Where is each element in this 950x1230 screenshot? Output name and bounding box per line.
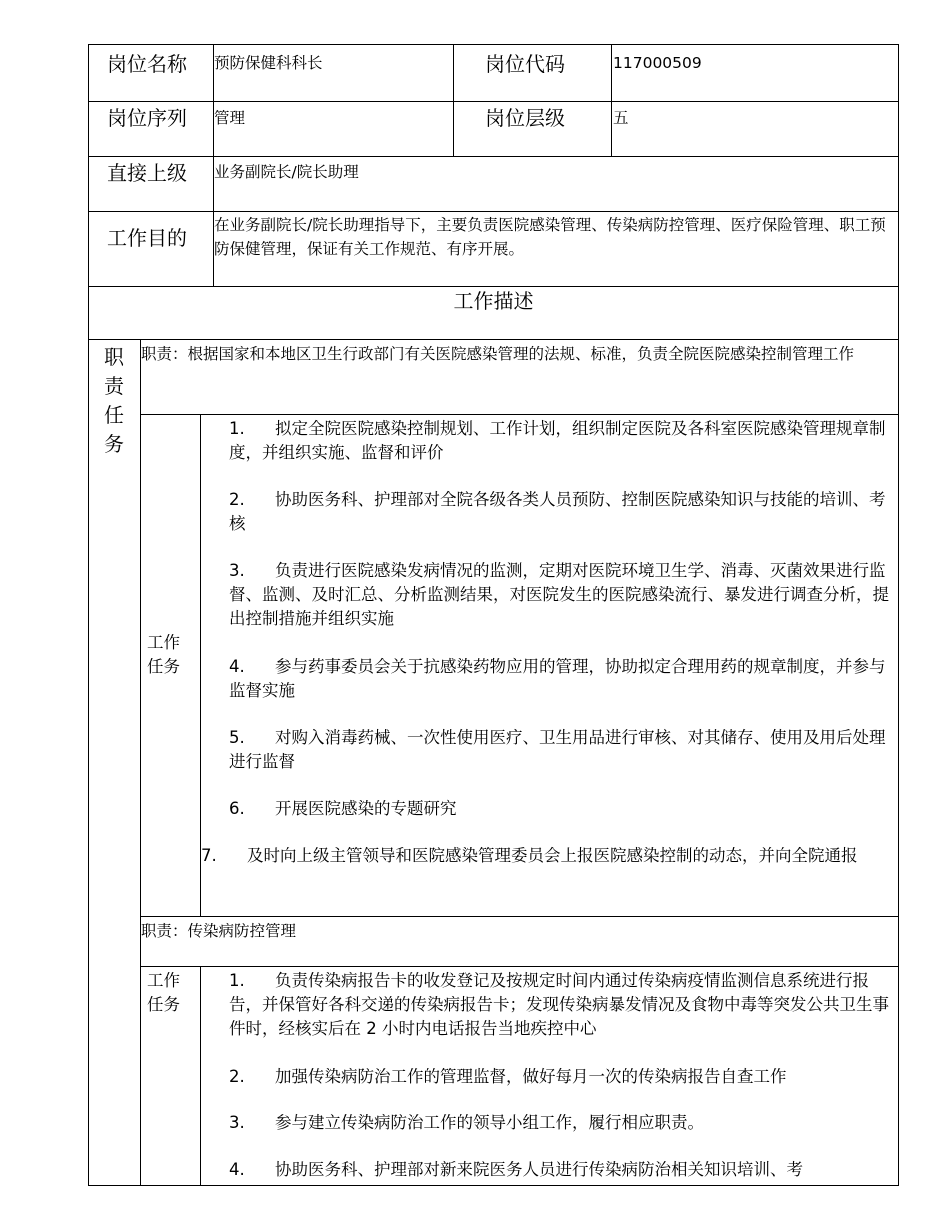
purpose-label: 工作目的	[107, 226, 187, 250]
task-number: 3.	[229, 561, 245, 580]
superior-label: 直接上级	[107, 161, 187, 185]
task-number: 4.	[229, 1160, 245, 1179]
task-text: 及时向上级主管领导和医院感染管理委员会上报医院感染控制的动态，并向全院通报	[247, 846, 858, 865]
duty-1-task-2	[229, 488, 891, 536]
header-cell-series-value	[213, 101, 454, 157]
task-number: 7.	[201, 846, 217, 865]
duty-1-task-4	[229, 655, 891, 703]
superior-value: 业务副院长/院长助理	[214, 163, 359, 181]
duty-1-title: 职责：根据国家和本地区卫生行政部门有关医院感染管理的法规、标准，负责全院医院感染控制管理工作	[141, 345, 855, 363]
duty-2-task-3	[229, 1111, 891, 1135]
duty-2-task-2	[229, 1065, 891, 1089]
task-number: 6.	[229, 799, 245, 818]
duty-1-task-7	[201, 844, 891, 868]
task-text: 负责传染病报告卡的收发登记及按规定时间内通过传染病疫情监测信息系统进行报告，并保管好各科交递的传染病报告卡；发现传染病暴发情况及食物中毒等突发公共卫生事件时，经核实后在 2 小时内电话报告当地疾控中心	[229, 971, 889, 1038]
duties-label-char: 责	[104, 374, 124, 398]
position-code-label: 岗位代码	[485, 52, 565, 76]
task-text: 开展医院感染的专题研究	[275, 799, 457, 818]
task-text: 协助医务科、护理部对新来院医务人员进行传染病防治相关知识培训、考	[275, 1160, 803, 1179]
task-text: 负责进行医院感染发病情况的监测，定期对医院环境卫生学、消毒、灭菌效果进行监督、监测、及时汇总、分析监测结果，对医院发生的医院感染流行、暴发进行调查分析，提出控制措施并组织实施	[229, 561, 889, 628]
task-text: 加强传染病防治工作的管理监督，做好每月一次的传染病报告自查工作	[275, 1067, 787, 1086]
position-name-label: 岗位名称	[107, 52, 187, 76]
task-number: 5.	[229, 728, 245, 747]
duties-label-char: 务	[104, 432, 124, 456]
duties-label	[104, 343, 128, 459]
duty-1-task-1	[229, 417, 891, 465]
duty-2-task-1	[229, 969, 891, 1041]
task-text: 对购入消毒药械、一次性使用医疗、卫生用品进行审核、对其储存、使用及用后处理进行监督	[229, 728, 886, 771]
task-number: 1.	[229, 419, 245, 438]
duty-1-task-6	[229, 797, 891, 821]
duties-label-char: 任	[104, 403, 124, 427]
duty-2-task-label: 工作任务	[147, 971, 180, 1014]
level-value: 五	[613, 109, 629, 127]
series-value: 管理	[214, 109, 246, 127]
task-number: 2.	[229, 1067, 245, 1086]
series-label: 岗位序列	[107, 106, 187, 130]
duty-2-title: 职责：传染病防控管理	[141, 922, 297, 940]
duties-label-char: 职	[104, 345, 124, 369]
position-code-value: 117000509	[613, 54, 702, 72]
header-cell-level-value	[611, 101, 899, 157]
task-number: 1.	[229, 971, 245, 990]
task-number: 2.	[229, 490, 245, 509]
task-text: 协助医务科、护理部对全院各级各类人员预防、控制医院感染知识与技能的培训、考核	[229, 490, 886, 533]
duty-2-task-4	[229, 1158, 891, 1182]
duty-1-task-3	[229, 559, 891, 631]
level-label: 岗位层级	[485, 106, 565, 130]
position-name-value: 预防保健科科长	[214, 54, 323, 72]
task-number: 4.	[229, 657, 245, 676]
duty-1-task-5	[229, 726, 891, 774]
task-number: 3.	[229, 1113, 245, 1132]
task-text: 参与建立传染病防治工作的领导小组工作，履行相应职责。	[275, 1113, 704, 1132]
duty-1-task-label: 工作任务	[147, 633, 180, 676]
duties-label-column	[88, 339, 141, 1186]
purpose-value: 在业务副院长/院长助理指导下，主要负责医院感染管理、传染病防控管理、医疗保险管理、职工预防保健管理，保证有关工作规范、有序开展。	[214, 216, 886, 258]
task-text: 拟定全院医院感染控制规划、工作计划，组织制定医院及各科室医院感染管理规章制度，并组织实施、监督和评价	[229, 419, 886, 462]
description-title: 工作描述	[453, 289, 534, 313]
task-text: 参与药事委员会关于抗感染药物应用的管理，协助拟定合理用药的规章制度，并参与监督实施	[229, 657, 886, 700]
